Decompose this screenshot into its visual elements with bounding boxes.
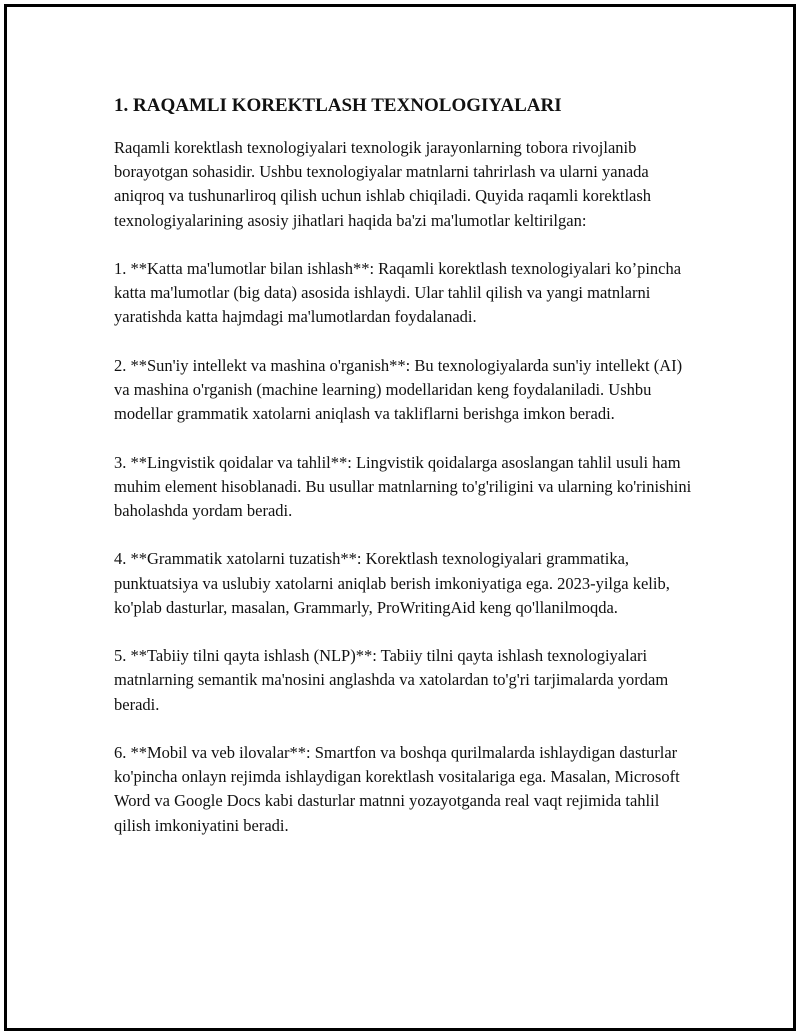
point-3-paragraph: 3. **Lingvistik qoidalar va tahlil**: Lingvistik qoidalarga asoslangan tahlil usuli ham muhim element hisoblanadi. Bu usullar matnlarning to'g'riligini va ularning ko'rinishini baholashda yordam beradi. [114,452,692,520]
point-5-paragraph: 5. **Tabiiy tilni qayta ishlash (NLP)**: Tabiiy tilni qayta ishlash texnologiyalari matnlarning semantik ma'nosini anglashda va xatolardan to'g'ri tarjimalarda yordam beradi. [114,646,669,714]
point-2-paragraph: 2. **Sun'iy intellekt va mashina o'rganish**: Bu texnologiyalarda sun'iy intellekt (AI) va mashina o'rganish (machine learning) modellaridan keng foydalaniladi. Ushbu modellar grammatik xatolarni aniqlash va takliflarni berishga imkon beradi. [114,355,683,424]
point-4-paragraph: 4. **Grammatik xatolarni tuzatish**: Korektlash texnologiyalari grammatika, punktuatsiya va uslubiy xatolarni aniqlab berish imkoniyatiga ega. 2023-yilga kelib, ko'plab dasturlar, masalan, Grammarly, ProWritingAid keng qo'llanilmoqda. [114,549,670,617]
document-title: 1. RAQAMLI KOREKTLASH TEXNOLOGIYALARI [114,95,562,116]
point-6-paragraph: 6. **Mobil va veb ilovalar**: Smartfon va boshqa qurilmalarda ishlaydigan dasturlar ko'pincha onlayn rejimda ishlaydigan korektlash vositalariga ega. Masalan, Microsoft Word va Google Docs kabi dasturlar matnni yozayotganda real vaqt rejimida tahlil qilish imkoniyatini beradi. [114,742,680,835]
point-1-paragraph: 1. **Katta ma'lumotlar bilan ishlash**: Raqamli korektlash texnologiyalari ko’pincha katta ma'lumotlar (big data) asosida ishlaydi. Ular tahlil qilish va yangi matnlarni yaratishda katta hajmdagi ma'lumotlardan foydalanadi. [114,259,682,327]
document-body [114,92,699,862]
intro-paragraph: Raqamli korektlash texnologiyalari texnologik jarayonlarning tobora rivojlanib borayotgan sohasidir. Ushbu texnologiyalar matnlarni tahrirlash va ularni yanada aniqroq va tushunarliroq qilish uchun ishlab chiqiladi. Quyida raqamli korektlash texnologiyalarining asosiy jihatlari haqida ba'zi ma'lumotlar keltirilgan: [114,138,652,230]
